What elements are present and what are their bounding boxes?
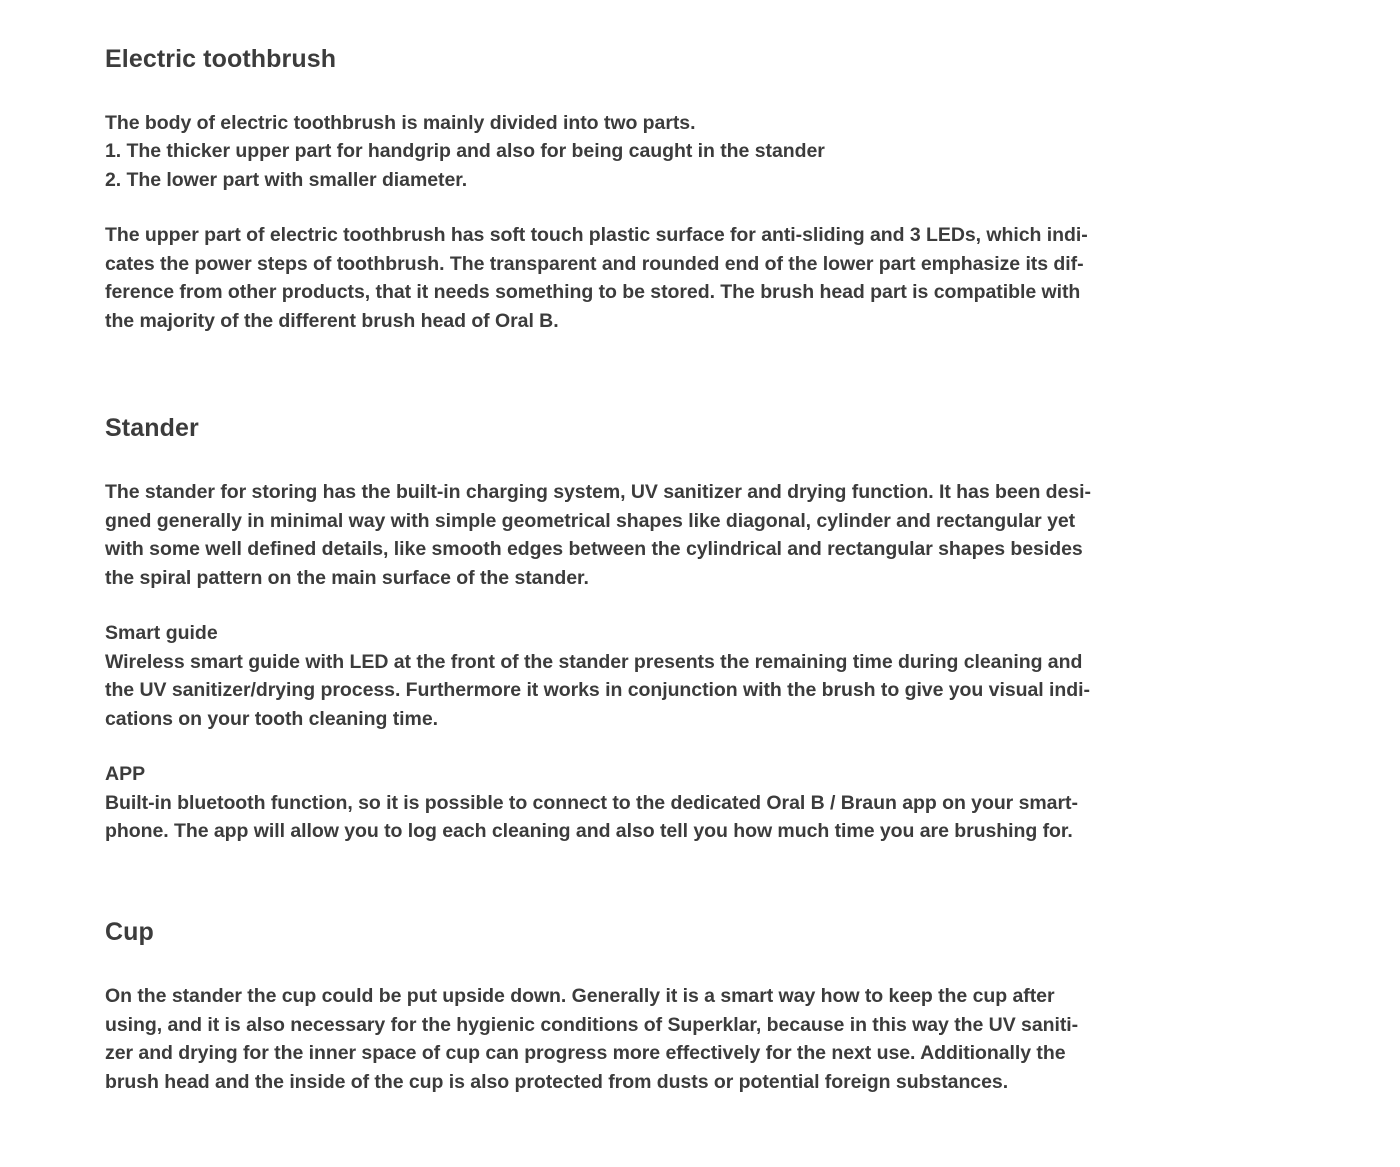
subsection-label-app: APP: [105, 763, 146, 786]
text-line: cations on your tooth cleaning time.: [105, 707, 438, 730]
section-heading-electric-toothbrush: Electric toothbrush: [105, 45, 337, 73]
spacer: [105, 733, 1290, 760]
text-line: the UV sanitizer/drying process. Furthermore it works in conjunction with the brush to give you visual indi-: [105, 679, 1090, 702]
text-line: 2. The lower part with smaller diameter.: [105, 168, 468, 191]
text-line: brush head and the inside of the cup is also protected from dusts or potential foreign substances.: [105, 1070, 1009, 1093]
spacer: [105, 443, 1290, 478]
text-line: Wireless smart guide with LED at the front of the stander presents the remaining time during cleaning and: [105, 650, 1083, 673]
text-line: Built-in bluetooth function, so it is possible to connect to the dedicated Oral B / Braun app on your smart-: [105, 791, 1078, 814]
section-heading-cup: Cup: [105, 918, 154, 947]
text-line: The upper part of electric toothbrush has soft touch plastic surface for anti-sliding and 3 LEDs, which indi-: [105, 224, 1088, 247]
text-line: using, and it is also necessary for the hygienic conditions of Superklar, because in this way the UV saniti-: [105, 1013, 1079, 1036]
paragraph-app: [105, 789, 1290, 846]
spacer: [105, 947, 1290, 982]
spacer: [105, 592, 1290, 619]
paragraph-cup-description: [105, 982, 1290, 1096]
section-heading-stander: Stander: [105, 414, 199, 443]
spacer: [105, 74, 1290, 109]
text-line: The body of electric toothbrush is mainly divided into two parts.: [105, 112, 696, 134]
text-line: cates the power steps of toothbrush. The transparent and rounded end of the lower part emphasize its dif-: [105, 252, 1084, 275]
text-line: 1. The thicker upper part for handgrip and also for being caught in the stander: [105, 140, 825, 163]
paragraph-stander-description: [105, 478, 1290, 592]
text-line: with some well defined details, like smooth edges between the cylindrical and rectangular shapes besides: [105, 538, 1083, 561]
paragraph-smart-guide: [105, 648, 1290, 733]
text-line: The stander for storing has the built-in charging system, UV sanitizer and drying function. It has been desi-: [105, 481, 1091, 504]
spacer: [105, 335, 1290, 413]
text-line: ference from other products, that it needs something to be stored. The brush head part is compatible with: [105, 281, 1081, 304]
subsection-label-smart-guide: Smart guide: [105, 622, 218, 645]
spacer: [105, 194, 1290, 221]
text-line: On the stander the cup could be put upside down. Generally it is a smart way how to keep the cup after: [105, 985, 1055, 1008]
text-line: the spiral pattern on the main surface of the stander.: [105, 566, 589, 589]
text-line: gned generally in minimal way with simple geometrical shapes like diagonal, cylinder and rectangular yet: [105, 509, 1076, 532]
text-line: the majority of the different brush head of Oral B.: [105, 309, 559, 332]
text-line: phone. The app will allow you to log each cleaning and also tell you how much time you are brushing for.: [105, 819, 1073, 842]
paragraph-upper-part-description: [105, 221, 1290, 335]
paragraph-body-parts-list: [105, 109, 1290, 194]
text-line: zer and drying for the inner space of cup can progress more effectively for the next use. Additionally the: [105, 1042, 1066, 1065]
spacer: [105, 845, 1290, 917]
